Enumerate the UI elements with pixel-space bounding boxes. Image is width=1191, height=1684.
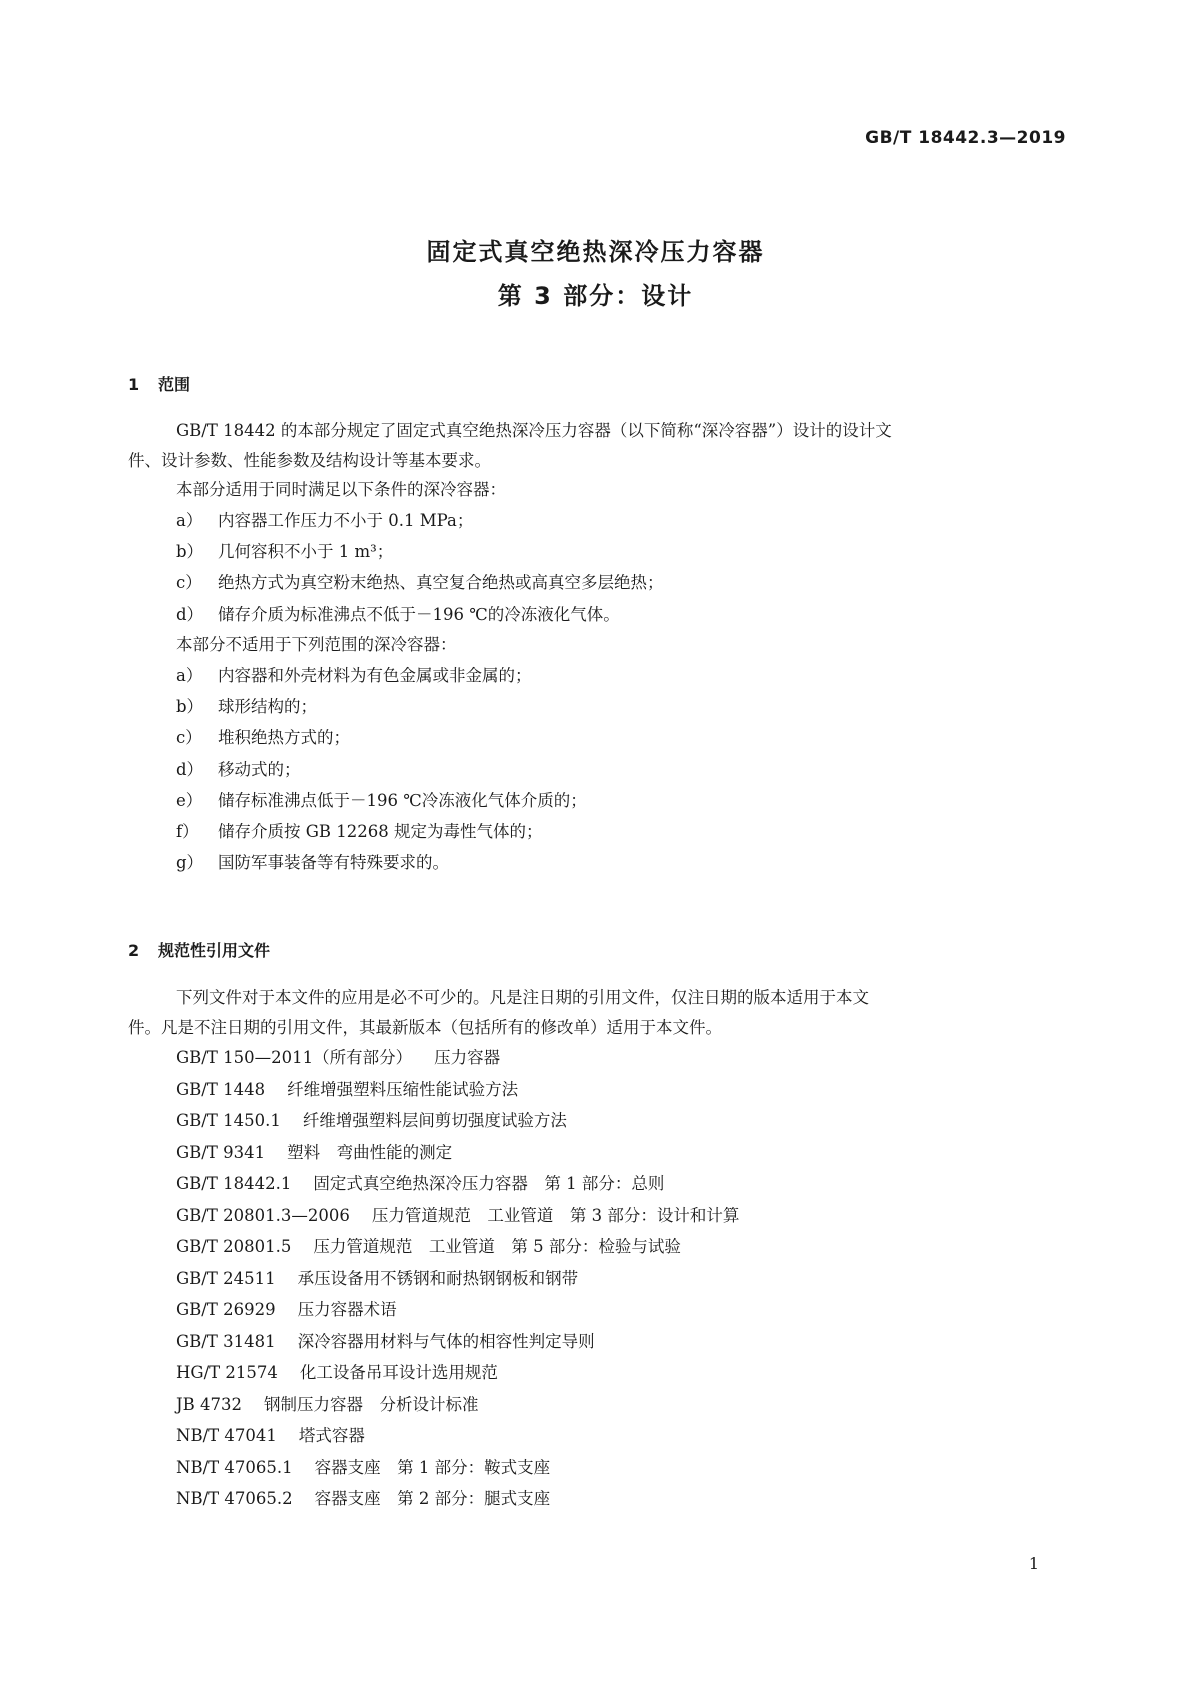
paragraph-line: 本部分适用于同时满足以下条件的深冷容器： (176, 480, 506, 499)
list-item-text: 储存介质按 GB 12268 规定为毒性气体的； (218, 821, 543, 841)
reference-title: 固定式真空绝热深冷压力容器 第 1 部分：总则 (313, 1174, 665, 1193)
reference-item (176, 1050, 1076, 1082)
reference-title: 纤维增强塑料压缩性能试验方法 (287, 1079, 519, 1099)
reference-item (176, 1457, 1076, 1492)
list-item-text: 储存介质为标准沸点不低于－196 ℃的冷冻液化气体。 (218, 604, 620, 624)
reference-title: 塑料 弯曲性能的测定 (287, 1142, 453, 1162)
normative-references-list (176, 1050, 1076, 1523)
reference-title: 化工设备吊耳设计选用规范 (299, 1363, 498, 1382)
list-item (176, 730, 1076, 761)
list-item-text: 国防军事装备等有特殊要求的。 (218, 853, 449, 873)
list-item (176, 699, 1076, 730)
list-marker: c） (176, 573, 202, 593)
list-marker: b） (176, 542, 204, 562)
standard-number: GB/T 18442.3—2019 (865, 128, 1066, 148)
list-marker: c） (176, 728, 202, 748)
page-number: 1 (1028, 1554, 1039, 1573)
section-number: 1 (128, 375, 140, 394)
document-title: 固定式真空绝热深冷压力容器 (426, 238, 765, 266)
section-2-heading (128, 938, 270, 961)
list-item-text: 绝热方式为真空粉末绝热、真空复合绝热或高真空多层绝热； (218, 573, 664, 593)
reference-title: 承压设备用不锈钢和耐热钢钢板和钢带 (297, 1268, 579, 1288)
reference-title: 钢制压力容器 分析设计标准 (263, 1394, 479, 1414)
reference-code: GB/T 9341 (176, 1142, 266, 1162)
reference-item (176, 1113, 1076, 1145)
reference-title: 纤维增强塑料层间剪切强度试验方法 (302, 1111, 567, 1130)
reference-code: GB/T 26929 (176, 1300, 276, 1319)
reference-item (176, 1302, 1076, 1334)
reference-code: GB/T 20801.3—2006 (176, 1205, 350, 1225)
reference-item (176, 1268, 1076, 1303)
paragraph-line: GB/T 18442 的本部分规定了固定式真空绝热深冷压力容器（以下简称“深冷容器”）设计的设计文 (176, 421, 892, 440)
reference-title: 容器支座 第 2 部分：腿式支座 (314, 1489, 551, 1508)
reference-code: HG/T 21574 (176, 1363, 278, 1382)
list-item (176, 544, 1076, 575)
list-marker: a） (176, 666, 203, 685)
reference-item (176, 1176, 1076, 1208)
list-item-text: 移动式的； (218, 759, 301, 779)
list-item (176, 513, 1076, 544)
list-item (176, 668, 1076, 699)
reference-code: GB/T 18442.1 (176, 1174, 292, 1193)
reference-item (176, 1365, 1076, 1397)
list-item-text: 堆积绝热方式的； (218, 728, 350, 748)
reference-title: 压力容器术语 (297, 1300, 397, 1319)
list-marker: d） (176, 604, 204, 624)
list-item-text: 几何容积不小于 1 m³； (218, 542, 394, 562)
reference-code: NB/T 47041 (176, 1426, 277, 1445)
reference-item (176, 1239, 1076, 1271)
reference-item (176, 1142, 1076, 1177)
list-item (176, 855, 1076, 886)
reference-title: 压力管道规范 工业管道 第 5 部分：检验与试验 (313, 1237, 681, 1256)
reference-item (176, 1491, 1076, 1523)
list-item (176, 604, 1076, 638)
list-item (176, 821, 1076, 855)
reference-code: GB/T 20801.5 (176, 1237, 292, 1256)
section-1-heading (128, 372, 190, 395)
reference-title: 深冷容器用材料与气体的相容性判定导则 (297, 1331, 595, 1351)
section-number: 2 (128, 941, 140, 960)
reference-title: 压力容器 (434, 1048, 501, 1067)
reference-code: JB 4732 (176, 1394, 242, 1414)
reference-item (176, 1079, 1076, 1114)
reference-title: 塔式容器 (298, 1426, 365, 1445)
reference-title: 压力管道规范 工业管道 第 3 部分：设计和计算 (371, 1205, 740, 1225)
list-item (176, 575, 1076, 606)
list-item-text: 内容器和外壳材料为有色金属或非金属的； (218, 666, 532, 685)
reference-item (176, 1331, 1076, 1366)
list-item (176, 790, 1076, 824)
reference-code: GB/T 31481 (176, 1331, 276, 1351)
list-marker: e） (176, 790, 203, 810)
list-item-text: 储存标准沸点低于－196 ℃冷冻液化气体介质的； (218, 790, 587, 810)
reference-code: NB/T 47065.1 (176, 1457, 293, 1477)
reference-code: NB/T 47065.2 (176, 1489, 293, 1508)
reference-item (176, 1394, 1076, 1429)
excludes-list (176, 668, 1076, 886)
section-title: 范围 (158, 375, 191, 394)
list-marker: f） (176, 821, 199, 841)
reference-item (176, 1428, 1076, 1460)
list-marker: g） (176, 853, 204, 873)
section-title: 规范性引用文件 (158, 941, 271, 960)
reference-code: GB/T 150—2011（所有部分） (176, 1048, 413, 1067)
paragraph-line: 本部分不适用于下列范围的深冷容器： (176, 635, 457, 654)
list-marker: b） (176, 697, 204, 717)
applies-list (176, 513, 1076, 638)
reference-item (176, 1205, 1076, 1240)
paragraph-line: 件。凡是不注日期的引用文件，其最新版本（包括所有的修改单）适用于本文件。 (128, 1018, 722, 1037)
reference-code: GB/T 1450.1 (176, 1111, 281, 1130)
paragraph-line: 件、设计参数、性能参数及结构设计等基本要求。 (128, 451, 491, 470)
reference-code: GB/T 24511 (176, 1268, 276, 1288)
list-item-text: 内容器工作压力不小于 0.1 MPa； (218, 511, 474, 530)
reference-code: GB/T 1448 (176, 1079, 266, 1099)
reference-title: 容器支座 第 1 部分：鞍式支座 (314, 1457, 551, 1477)
list-item (176, 759, 1076, 793)
list-marker: a） (176, 511, 203, 530)
list-marker: d） (176, 759, 204, 779)
paragraph-line: 下列文件对于本文件的应用是必不可少的。凡是注日期的引用文件，仅注日期的版本适用于本文 (176, 988, 869, 1007)
list-item-text: 球形结构的； (218, 697, 317, 717)
document-subtitle: 第 3 部分：设计 (497, 282, 694, 310)
